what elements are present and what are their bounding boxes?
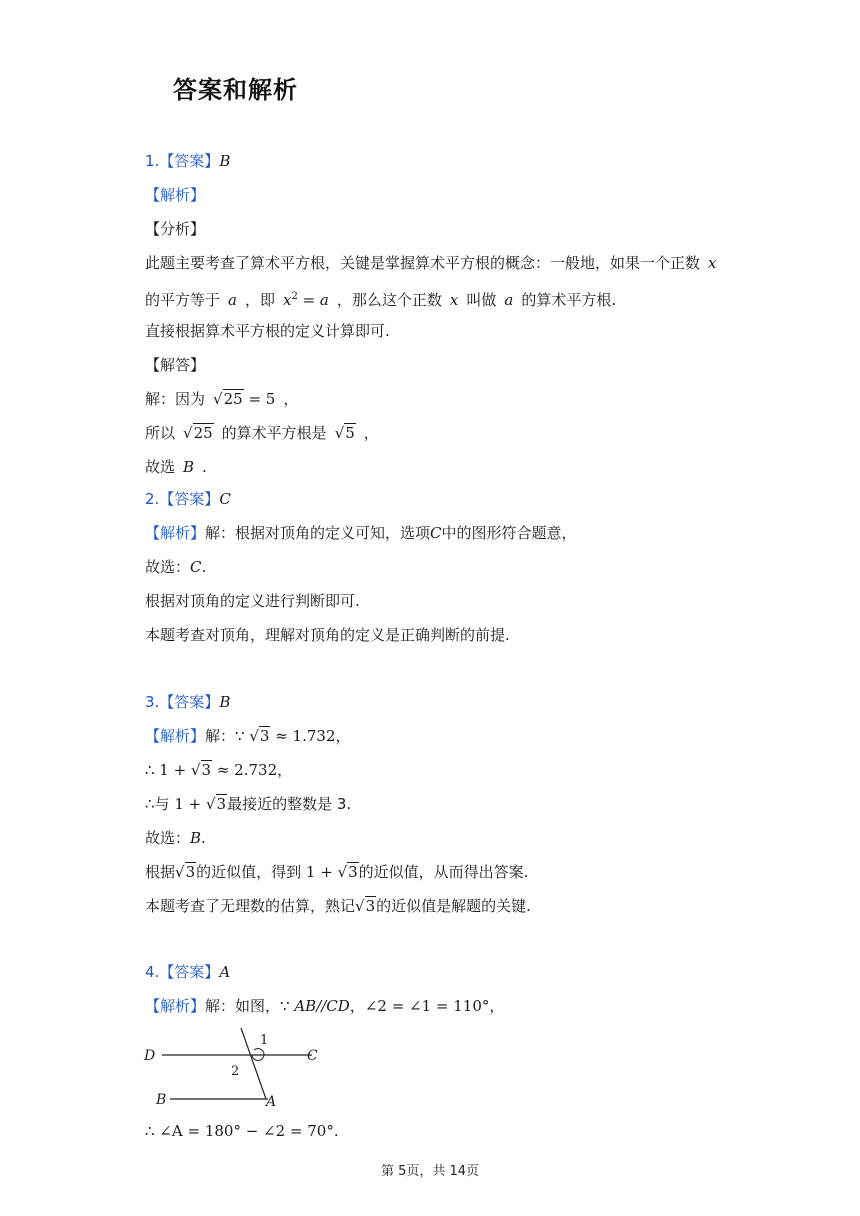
label-angle-1: 1: [260, 1033, 269, 1048]
text: 的近似值是解题的关键.: [376, 897, 531, 915]
text: ，: [283, 390, 299, 408]
sqrt-expr: √3: [190, 761, 212, 779]
math-var: B: [190, 829, 202, 847]
math-var: a: [504, 291, 514, 309]
jiexi-label: 【解析】: [145, 524, 206, 542]
radicand: 3: [365, 897, 376, 915]
math-expr: ≈ 1.732: [270, 727, 336, 745]
text: 叫做: [466, 291, 497, 309]
text: 本题考查了无理数的估算，熟记: [145, 897, 356, 915]
q1-analysis-line-3: 直接根据算术平方根的定义计算即可.: [145, 322, 390, 340]
answer-label: 3.【答案】: [145, 693, 220, 711]
radicand: 3: [259, 727, 270, 745]
answer-label: 2.【答案】: [145, 490, 220, 508]
jiexi-label: 【解析】: [145, 186, 206, 204]
sqrt-expr: √3: [249, 727, 270, 745]
radicand: 25: [223, 390, 243, 408]
sqrt-expr: √3: [175, 863, 196, 881]
label-angle-2: 2: [231, 1064, 240, 1079]
text: 最接近的整数是 3.: [227, 795, 352, 813]
math-expr: = a: [297, 291, 329, 309]
q3-analysis-line-3: [145, 794, 351, 814]
text: 解：如图，: [205, 997, 281, 1015]
q4-analysis-line-2: ∴ ∠A = 180° − ∠2 = 70°.: [145, 1122, 339, 1140]
q1-solution-line-1: [145, 389, 298, 409]
text: ，: [335, 727, 351, 745]
jiexi-label: 【解析】: [145, 997, 206, 1015]
q4-analysis-line-1: [145, 996, 504, 1016]
sqrt-expr: √25: [183, 424, 213, 442]
text: ∴与: [145, 795, 175, 813]
math-expr: ∴ 1 +: [145, 761, 191, 779]
label-b: B: [156, 1092, 167, 1108]
answer-value: B: [219, 693, 231, 711]
math-var: C: [190, 558, 202, 576]
text: 的近似值，得到: [196, 863, 306, 881]
text: 故选：: [145, 558, 191, 576]
q2-analysis-line-1: [145, 523, 577, 543]
radicand: 3: [216, 795, 227, 813]
q1-analysis-line-2: [145, 287, 616, 310]
page-heading: 答案和解析: [173, 76, 298, 104]
radicand: 3: [201, 761, 212, 779]
answer-label: 1.【答案】: [145, 152, 220, 170]
sqrt-expr: √3: [355, 897, 376, 915]
text: .: [201, 558, 207, 576]
text: 故选：: [145, 829, 191, 847]
jiexi-label: 【解析】: [145, 727, 206, 745]
q3-analysis-line-2: [145, 760, 292, 780]
label-d: D: [144, 1048, 156, 1064]
math-var: C: [430, 524, 442, 542]
answer-value: A: [219, 963, 231, 981]
text: 解：: [205, 727, 236, 745]
jieda-label: 【解答】: [145, 356, 206, 374]
q3-analysis-line-6: [145, 896, 531, 916]
text: 中的图形符合题意，: [441, 524, 577, 542]
q2-answer-line: [145, 489, 231, 509]
radicand: 5: [345, 424, 355, 442]
sqrt-expr: √5: [334, 424, 355, 442]
text: 的算术平方根.: [521, 291, 617, 309]
radicand: 25: [193, 424, 213, 442]
math-var: a: [228, 291, 237, 309]
sqrt-expr: √3: [337, 863, 358, 881]
text: .: [201, 829, 206, 847]
answer-value: C: [219, 490, 231, 508]
radicand: 3: [348, 863, 358, 881]
text: 的近似值，从而得出答案.: [358, 863, 529, 881]
math-expr: 1 +: [174, 795, 206, 813]
math-expr: AB//CD: [294, 997, 350, 1015]
text: 此题主要考查了算术平方根，关键是掌握算术平方根的概念：一般地，如果一个正数: [145, 254, 701, 272]
sqrt-expr: √25: [213, 390, 243, 408]
q2-analysis-line-2: [145, 557, 206, 577]
radicand: 3: [185, 863, 196, 881]
fenxi-label: 【分析】: [145, 220, 206, 238]
label-c: C: [307, 1048, 318, 1064]
q1-solution-line-3: [145, 457, 207, 477]
q4-answer-line: [145, 962, 230, 982]
text: ，那么这个正数: [336, 291, 442, 309]
answer-label: 4.【答案】: [145, 963, 220, 981]
because-symbol: ∵: [280, 997, 295, 1015]
page-footer: 第 5页，共 14页: [380, 1164, 480, 1179]
exponent: 2: [291, 291, 298, 302]
text: ，: [277, 761, 293, 779]
q3-analysis-line-5: [145, 862, 528, 882]
math-var: B: [183, 458, 195, 476]
text: 解：因为: [145, 390, 206, 408]
math-expr: ≈ 2.732: [212, 761, 278, 779]
sqrt-expr: √3: [205, 795, 227, 813]
q2-analysis-line-3: 根据对顶角的定义进行判断即可.: [145, 592, 360, 610]
text: 解：根据对顶角的定义可知，选项: [205, 524, 431, 542]
q1-analysis-line-1: [145, 253, 716, 273]
text: 的算术平方根是: [221, 424, 327, 442]
math-var: x: [282, 291, 292, 309]
text: ，: [363, 424, 379, 442]
because-symbol: ∵: [235, 727, 250, 745]
q1-answer-line: [145, 151, 230, 171]
math-var: x: [708, 254, 717, 272]
text: 所以: [145, 424, 176, 442]
text: 根据: [145, 863, 176, 881]
q3-answer-line: [145, 692, 230, 712]
text: 故选: [145, 458, 176, 476]
parallel-lines-figure: [140, 1024, 340, 1114]
text: ，即: [244, 291, 275, 309]
answer-value: B: [219, 152, 231, 170]
q2-analysis-line-4: 本题考查对顶角，理解对顶角的定义是正确判断的前提.: [145, 626, 510, 644]
math-expr: 1 +: [305, 863, 338, 881]
math-expr: ，∠2 = ∠1 = 110°，: [349, 997, 505, 1015]
text: .: [202, 458, 207, 476]
q3-analysis-line-4: [145, 828, 206, 848]
math-expr: = 5: [243, 390, 276, 408]
q1-solution-line-2: [145, 423, 379, 443]
q3-analysis-line-1: [145, 726, 351, 746]
text: 的平方等于: [145, 291, 221, 309]
math-var: x: [449, 291, 459, 309]
label-a: A: [266, 1094, 277, 1110]
